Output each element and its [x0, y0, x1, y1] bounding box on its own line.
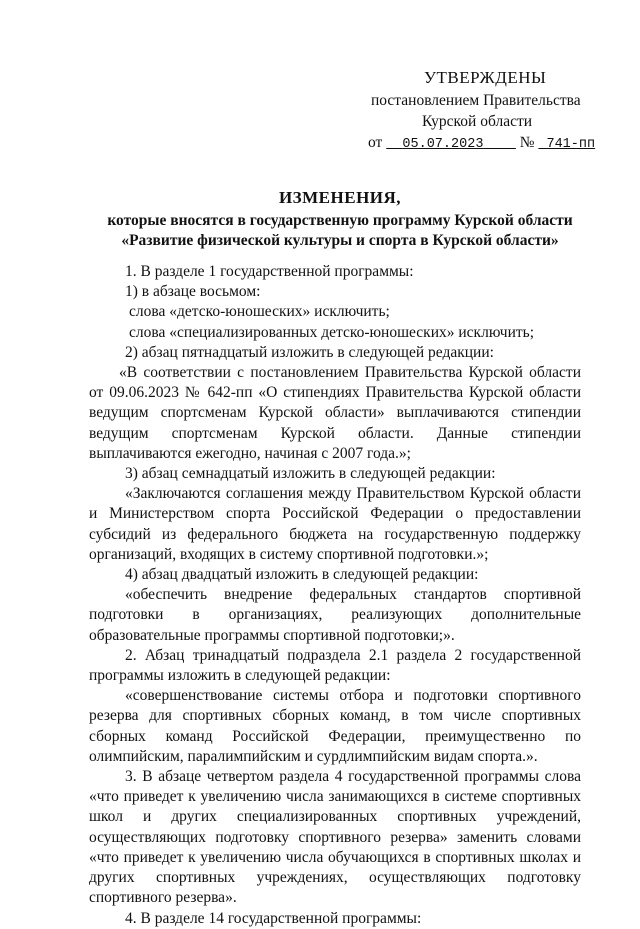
paragraph: 1) в абзаце восьмом: — [125, 283, 261, 301]
paragraph: 4. В разделе 14 государственной программы: — [125, 909, 422, 927]
heading-title: ИЗМЕНЕНИЯ, — [278, 188, 402, 207]
paragraph: 3. В абзаце четвертом раздела 4 государственной программы слова «что приведет к увеличению числа занимающихся в системе спортивных школ и других специализированных спортивных учреждений, осуществляющих подготовку спортивного резерва» заменить словами «что приведет к увеличению числа обучающихся в спортивных школах и других спортивных учреждениях, осуществляющих подготовку спортивного резерва». — [89, 768, 581, 907]
date-prefix: от — [368, 134, 383, 151]
paragraph: 4) абзац двадцатый изложить в следующей редакции: — [125, 566, 479, 584]
approval-line-2: Курской области — [422, 113, 533, 130]
approval-block — [368, 66, 618, 155]
paragraph: «совершенствование системы отбора и подготовки спортивного резерва для спортивных сборных команд, в том числе спортивных сборных команд Российской Федерации, преимущественно по олимпийским, паралимпийским и сурдлимпийским видам спорта.». — [89, 687, 581, 765]
heading-subtitle-2: «Развитие физической культуры и спорта в Курской области» — [121, 232, 559, 249]
number-prefix: № — [519, 134, 535, 151]
approval-date-line — [368, 132, 618, 155]
paragraph: 1. В разделе 1 государственной программы: — [125, 263, 414, 280]
approval-number: 741-пп — [546, 137, 596, 152]
paragraph: слова «детско-юношеских» исключить; — [129, 303, 390, 321]
paragraph: 2. Абзац тринадцатый подраздела 2.1 раздела 2 государственной программы изложить в следующей редакции: — [89, 646, 581, 685]
approval-line-1: постановлением Правительства — [371, 92, 581, 109]
approval-date: 05.07.2023 — [402, 137, 484, 152]
paragraph: слова «специализированных детско-юношеских» исключить; — [129, 323, 535, 341]
paragraph: «В соответствии с постановлением Правительства Курской области от 09.06.2023 № 642-пп «О стипендиях Правительства Курской области ведущим спортсменам Курской области» выплачиваются стипендии ведущим спортсменам Курской области. Данные стипендии выплачиваются ежегодно, начиная с 2007 года.»; — [89, 364, 581, 462]
document-body — [89, 262, 581, 929]
document-heading — [100, 188, 580, 251]
paragraph: 3) абзац семнадцатый изложить в следующей редакции: — [125, 465, 496, 483]
paragraph: «обеспечить внедрение федеральных стандартов спортивной подготовки в организациях, реализующих дополнительные образовательные программы спортивной подготовки;». — [89, 586, 581, 644]
paragraph: 2) абзац пятнадцатый изложить в следующей редакции: — [125, 343, 494, 361]
approval-title: УТВЕРЖДЕНЫ — [424, 68, 547, 87]
heading-subtitle-1: которые вносятся в государственную программу Курской области — [107, 212, 573, 229]
paragraph: «Заключаются соглашения между Правительством Курской области и Министерством спорта Российской Федерации о предоставлении субсидий из федерального бюджета на государственную поддержку организаций, входящих в систему спортивной подготовки.»; — [89, 485, 581, 563]
